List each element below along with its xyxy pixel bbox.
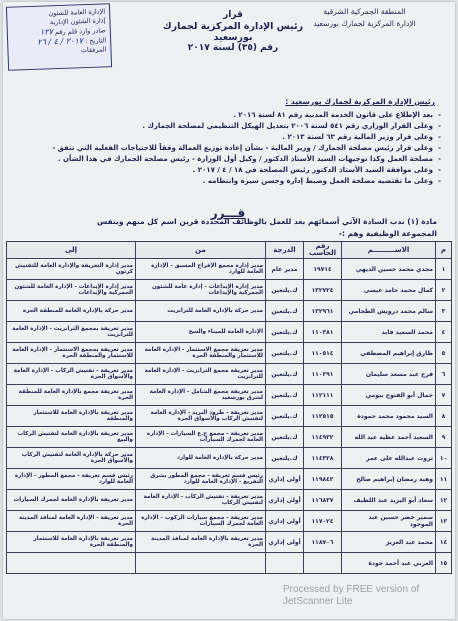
cell-file: ١٣٢٩٦١	[304, 301, 342, 322]
table-row	[7, 322, 452, 343]
cell-from: مدير تعريفة - طرود البريد - الإدارة العامة لتفتيش الركاب والأسواق الحرة	[136, 406, 266, 427]
cell-name: محمد السعيد فايد	[342, 322, 436, 343]
cell-name: محمد عبد العزيز	[342, 532, 436, 553]
table-row	[7, 406, 452, 427]
cell-file: ١١٤٣٢٨	[304, 448, 342, 469]
cell-to: مدير إدارة التعريفة والإدارة العامة للتفتيش كرتون	[7, 259, 136, 280]
cell-from: مدير إدارة مجمع الإفراج المسبق - الإدارة العامة للوارد	[136, 259, 266, 280]
col-header-name: الاســـــــــم	[342, 242, 436, 259]
org-line-2: الإدارة المركزية لجمارك بورسعيد	[313, 19, 416, 28]
cell-name: مجدي محمد حسين الديهي	[342, 259, 436, 280]
cell-grade: ك.يلتعين	[266, 343, 304, 364]
cell-grade: أولى إداري	[266, 532, 304, 553]
cell-num: ٤	[436, 322, 452, 343]
cell-num: ١٠	[436, 448, 452, 469]
cell-grade: ك.يلتعين	[266, 448, 304, 469]
article-line-1: مادة (١) ندب السادة الآتي أسمائهم بعد للعمل بالوظائف المحددة قرين اسم كل منهم وبنفس	[96, 217, 437, 226]
recital-item: - بعد الإطلاع على قانون الخدمة المدنية رقم ٨١ لسنة ٢٠١٦ .	[16, 110, 441, 121]
table-row	[7, 301, 452, 322]
article-line-2: المجموعة الوظيفية وهم :-	[338, 229, 437, 238]
cell-grade: ك.يلتعين	[266, 427, 304, 448]
table-row	[7, 553, 452, 574]
stamp-date-row: التاريخ : ٢٠١٧ / ٤ / ٢٦	[37, 36, 107, 47]
cell-file: ١١٧٠٢٤	[304, 511, 342, 532]
table-row	[7, 511, 452, 532]
recital-item: - وعلى ما تقتضيه مصلحة العمل وضبط إدارة وحسن سيره وانتظامه .	[16, 176, 441, 187]
cell-num: ١٣	[436, 511, 452, 532]
cell-file: ١١٠٥١٤	[304, 343, 342, 364]
table-header-row	[7, 242, 452, 259]
cell-to: مدير تعريفة بالإدارة العامة لجمرك السيارات	[7, 490, 136, 511]
cell-num: ٦	[436, 364, 452, 385]
cell-grade: مدير عام	[266, 259, 304, 280]
cell-file: ١١٩٨٤٢	[304, 469, 342, 490]
cell-to: مدير تعريفة - تفتيش الركاب - الإدارة العامة والأسواق الحرة	[7, 364, 136, 385]
cell-num: ١٥	[436, 553, 452, 574]
cell-from: الإدارة العامة للميناء والسح	[136, 322, 266, 343]
cell-file: ١٩٧١٤	[304, 259, 342, 280]
recitals-list	[16, 110, 441, 187]
table-row	[7, 280, 452, 301]
cell-file: ١٣٢٧٢٤	[304, 280, 342, 301]
stamp-line-3-label: صادر وارد قلم رقم	[54, 26, 106, 37]
cell-grade: ك.يلتعين	[266, 385, 304, 406]
cell-name: وهبة رمضان إبراهيم صالح	[342, 469, 436, 490]
cell-from	[136, 553, 266, 574]
decree-issuer: رئيس الإدارة المركزية لجمارك بورسعيد	[162, 21, 304, 43]
staff-table-body	[7, 259, 452, 574]
cell-to: مدير تعريفة بالإدارة العامة للاستثمار والمنطقة	[7, 406, 136, 427]
cell-name: جمال أبو الفتوح بيومي	[342, 385, 436, 406]
recital-item: - مصلحة العمل وكذا توجيهات السيد الأستاذ الدكتور / وكيل أول الوزارة - رئيس مصلحة الجمارك في هذا الشأن .	[16, 154, 441, 165]
cell-to: مدير حركة بالإدارة العامة للمنطقة الحرة	[7, 301, 136, 322]
cell-name: السيد محمود محمد حمودة	[342, 406, 436, 427]
cell-to: مدير إدارة الإيداعات - الإدارة العامة للشئون الجمركية والإيداعات	[7, 280, 136, 301]
cell-from: مدير تعريفة - تفتيش الركاب - الإدارة العامة لتفتيش الركاب	[136, 490, 266, 511]
stamp-attachments: المرفقات	[80, 45, 107, 55]
decree-header	[158, 10, 308, 54]
cell-num: ٥	[436, 343, 452, 364]
cell-to: رئيس قسم تعريفة - مجمع المطور - الإدارة العامة للوارد	[7, 469, 136, 490]
col-header-to: إلى	[7, 242, 136, 259]
col-header-from: من	[136, 242, 266, 259]
table-row	[7, 343, 452, 364]
recital-item: - وعلى قرار وزير المالية رقم ٦٣ لسنة ٢٠١٣ .	[16, 132, 441, 143]
scanner-watermark	[283, 584, 453, 608]
cell-file: ١١٢١١١	[304, 385, 342, 406]
cell-name: كمال محمد حامد عيسى	[342, 280, 436, 301]
cell-from: مدير تعريفة - مجمع سيارات الركوب - الإدارة العامة لجمرك السيارات	[136, 511, 266, 532]
watermark-line-2: JetScanner Lite	[283, 596, 353, 607]
cell-from: مدير تعريفة مجمع الشامل - الإدارة العامة لشرق بورسعيد	[136, 385, 266, 406]
cell-to: مدير تعريفة مجمع بالإدارة العامة للمنطقة الحرة	[7, 385, 136, 406]
stamp-date-label: التاريخ	[89, 36, 107, 45]
cell-file: ١١٠٣٩١	[304, 364, 342, 385]
cell-num: ٣	[436, 301, 452, 322]
cell-to: مدير تعريفة بالإدارة العامة للاستثمار والمنطقة الحرة	[7, 532, 136, 553]
cell-name: فرج عبد مسعد سليمان	[342, 364, 436, 385]
cell-num: ١١	[436, 469, 452, 490]
registry-stamp	[6, 3, 112, 71]
cell-file: ١١٦٨٣٧	[304, 490, 342, 511]
cell-name: سعاد أبو اليزيد عبد اللطيف	[342, 490, 436, 511]
cell-to	[7, 553, 136, 574]
decree-number: رقم (٣٥) لسنة ٢٠١٧	[187, 43, 279, 53]
cell-grade: ك.يلتعين	[266, 280, 304, 301]
cell-num: ١٢	[436, 490, 452, 511]
cell-from: مدير تعريفة مجمع الترانزيت - الإدارة العامة للترانزيت	[136, 364, 266, 385]
cell-grade: ك.يلتعين	[266, 406, 304, 427]
cell-num: ٧	[436, 385, 452, 406]
cell-to: مدير تعريفة بمجمع الترانزيت - الإدارة العامة للترانزيت	[7, 322, 136, 343]
cell-file	[304, 553, 342, 574]
cell-name: سمير خضر حسين عبد الموجود	[342, 511, 436, 532]
cell-grade: أولى إداري	[266, 469, 304, 490]
staff-table	[6, 241, 452, 574]
org-line-1: المنطقة الجمركية الشرقية	[323, 7, 406, 16]
recital-item: - وعلى القرار الوزاري رقم ٥٤١ لسنة ٢٠٠٦ بتعديل الهيكل التنظيمي لمصلحة الجمارك .	[16, 121, 441, 132]
watermark-line-1: Processed by FREE version of	[283, 584, 420, 595]
recital-item: - وعلى قرار رئيس مصلحة الجمارك / وزير المالية - بشأن إعادة توزيع العمالة وفقاً للاحتياجات الفعلية التي تتفق -	[16, 143, 441, 154]
cell-name: طارق إبراهيم المصطفي	[342, 343, 436, 364]
cell-from: مدير إدارة الإيداعات - إدارة عامة للشئون الجمركية والإيداعات	[136, 280, 266, 301]
cell-name: ثروت عبدالله على عمر	[342, 448, 436, 469]
cell-grade: ك.يلتعين	[266, 322, 304, 343]
cell-from: مدير حركة بالإدارة العامة للوارد	[136, 448, 266, 469]
cell-file: ١١٠٣٨١	[304, 322, 342, 343]
recital-item: - وعلى موافقة السيد الأستاذ الدكتور رئيس المصلحة في ١٨ / ٤ / ٢٠١٧ .	[16, 165, 441, 176]
cell-from: مدير تعريفة - مجمع ج.ع السيارات - الإدارة العامة لجمرك السيارات	[136, 427, 266, 448]
cell-grade: أولى إداري	[266, 511, 304, 532]
table-row	[7, 385, 452, 406]
cell-to: مدير تعريفة بمجمع الاستثمار - الإدارة العامة للاستثمار والمنطقة الحرة	[7, 343, 136, 364]
cell-num: ١	[436, 259, 452, 280]
col-header-file: رقم الحاسب	[304, 242, 342, 259]
cell-to: مدير تعريفة بالإدارة العامة لتفتيش الركاب والبيع	[7, 427, 136, 448]
col-header-num: م	[436, 242, 452, 259]
cell-grade: أولى إداري	[266, 490, 304, 511]
cell-grade: ك.يلتعين	[266, 301, 304, 322]
table-row	[7, 448, 452, 469]
cell-name: السعيد أحمد عطية عبد الله	[342, 427, 436, 448]
stamp-handwritten-number: ١٢٧	[39, 27, 54, 37]
cell-file: ١١٢٥١٥	[304, 406, 342, 427]
addressee: رئيس الإدارة المركزية لجمارك بورسعيد :	[285, 97, 435, 106]
article-one	[17, 216, 437, 240]
cell-grade	[266, 553, 304, 574]
decree-title: قرار	[223, 10, 243, 20]
cell-num: ٨	[436, 406, 452, 427]
cell-from: مدير حركة بالإدارة العامة للترانزيت	[136, 301, 266, 322]
cell-num: ٩	[436, 427, 452, 448]
cell-num: ٢	[436, 280, 452, 301]
cell-num: ١٤	[436, 532, 452, 553]
table-row	[7, 532, 452, 553]
cell-grade: ك.يلتعين	[266, 364, 304, 385]
table-row	[7, 427, 452, 448]
cell-name: سالم محمد درويش الطحامي	[342, 301, 436, 322]
stamp-line-1: الإدارة العامة للشئون	[48, 7, 106, 18]
cell-from: مدير تعريفة مجمع الاستثمار - الإدارة العامة للاستثمار والمنطقة الحرة	[136, 343, 266, 364]
stamp-line-2: إدارة الشئون الإدارية	[49, 16, 106, 27]
cell-name: العربي عبد أحمد جودة	[342, 553, 436, 574]
col-header-grade: الدرجة	[266, 242, 304, 259]
table-row	[7, 469, 452, 490]
cell-to: مدير حركة بالإدارة العامة لتفتيش الركاب والأسواق الحرة	[7, 448, 136, 469]
table-row	[7, 364, 452, 385]
cell-file: ١١٨٧٠٦	[304, 532, 342, 553]
decides-heading: قـــرر	[210, 206, 246, 220]
cell-from: رئيس قسم تعريفة - مجمع المطور بشرق التفريغ - الإدارة العامة للوارد	[136, 469, 266, 490]
cell-to: مدير تعريفة - الإدارة العامة لمنافذ المدينة الحرة	[7, 511, 136, 532]
document-page	[3, 2, 455, 619]
cell-from: مدير تعريفة بالإدارة العامة لمنافذ المدينة الحرة	[136, 532, 266, 553]
cell-file: ١١٤٩٣٢	[304, 427, 342, 448]
stamp-date-value: ٢٠١٧ / ٤ / ٢٦	[37, 36, 84, 47]
table-row	[7, 490, 452, 511]
table-row	[7, 259, 452, 280]
